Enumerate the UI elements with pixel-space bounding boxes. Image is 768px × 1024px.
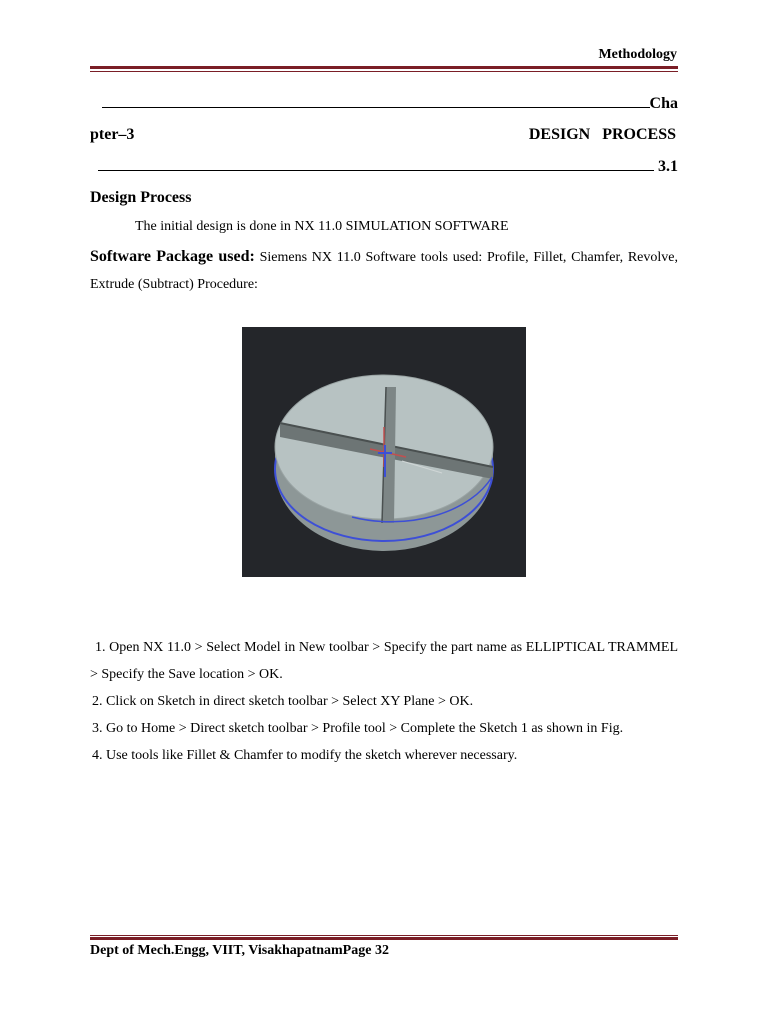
cad-model-figure xyxy=(242,327,526,577)
step-item-3: 3. Go to Home > Direct sketch toolbar > Profile tool > Complete the Sketch 1 as shown in Fig. xyxy=(92,721,624,736)
footer-rule-thick xyxy=(90,937,678,940)
chapter-fragment: Cha xyxy=(649,95,678,112)
step-item-4: 4. Use tools like Fillet & Chamfer to modify the sketch wherever necessary. xyxy=(92,748,518,763)
software-paragraph xyxy=(90,243,678,298)
header-rule-thick xyxy=(90,66,678,69)
header-rule-thin xyxy=(90,71,678,72)
elliptical-trammel-render xyxy=(242,327,526,577)
running-header-title: Methodology xyxy=(598,47,677,62)
step-item-2: 2. Click on Sketch in direct sketch toolbar > Select XY Plane > OK. xyxy=(92,694,474,709)
software-text: Siemens NX 11.0 Software tools used: Profile, Fillet, Chamfer, Revolve, Extrude (Subtract) Procedure: xyxy=(90,250,678,292)
software-label: Software Package used: xyxy=(90,248,255,265)
underline xyxy=(98,170,654,171)
chapter-title: DESIGN PROCESS xyxy=(528,126,676,143)
step-item-1: 1. Open NX 11.0 > Select Model in New toolbar > Specify the part name as ELLIPTICAL TRAMMEL > Specify the Save location > OK. xyxy=(90,640,678,682)
section-number: 3.1 xyxy=(658,158,678,175)
chapter-heading-line-2 xyxy=(90,126,678,144)
chapter-heading-line-3 xyxy=(90,158,678,176)
section-title: Design Process xyxy=(90,189,192,206)
footer-text: Dept of Mech.Engg, VIIT, VisakhapatnamPage 32 xyxy=(90,943,389,958)
intro-paragraph: The initial design is done in NX 11.0 SIMULATION SOFTWARE xyxy=(135,219,509,234)
underline xyxy=(102,107,650,108)
chapter-number: pter–3 xyxy=(90,126,135,143)
footer-rule-thin xyxy=(90,935,678,936)
chapter-heading-line-1 xyxy=(90,95,678,113)
